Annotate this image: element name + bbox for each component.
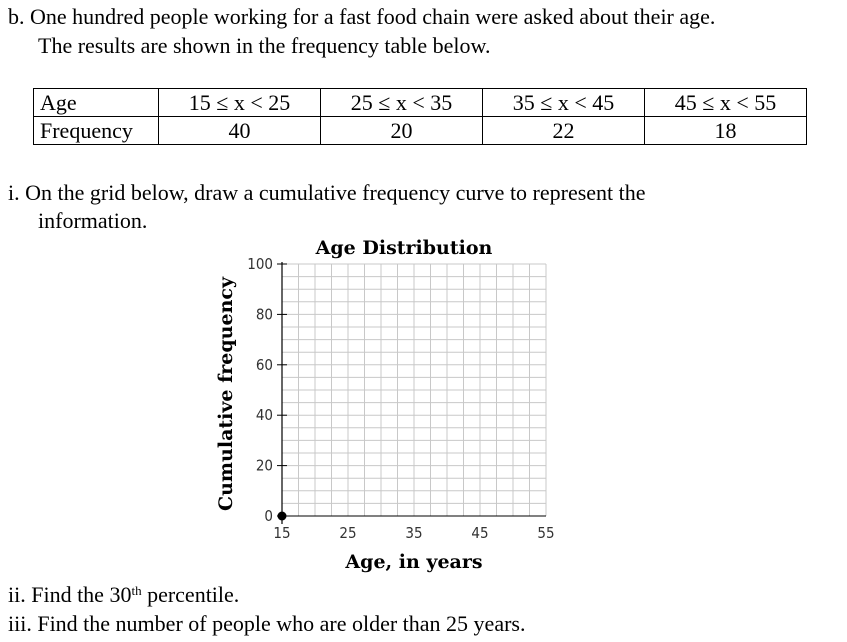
part-b-line-1: b. One hundred people working for a fast food chain were asked about their age. — [8, 4, 716, 29]
chart-grid — [282, 264, 546, 516]
y-axis-label: Cumulative frequency — [215, 276, 237, 512]
data-point — [278, 512, 287, 521]
x-axis-label: Age, in years — [345, 551, 483, 573]
x-tick-label: 25 — [339, 524, 357, 542]
y-tick-label: 40 — [255, 406, 273, 425]
table-row-label: Age — [34, 89, 159, 117]
x-tick-label: 35 — [405, 524, 423, 542]
table-cell-interval: 25 ≤ x < 35 — [321, 89, 483, 117]
question-ii-suffix: percentile. — [141, 582, 240, 607]
x-tick-label: 45 — [471, 524, 489, 542]
chart-title: Age Distribution — [315, 237, 493, 259]
y-tick-label: 60 — [255, 355, 273, 374]
y-tick-label: 0 — [264, 507, 273, 525]
question-ii-prefix: ii. Find the 30 — [8, 582, 132, 607]
table-cell-interval: 45 ≤ x < 55 — [645, 89, 807, 117]
question-i-line-2: information. — [38, 208, 148, 233]
question-i-line-1: i. On the grid below, draw a cumulative frequency curve to represent the — [8, 180, 646, 205]
table-cell-interval: 35 ≤ x < 45 — [483, 89, 645, 117]
table-cell-frequency: 22 — [483, 117, 645, 145]
table-cell-frequency: 40 — [159, 117, 321, 145]
table-cell-frequency: 18 — [645, 117, 807, 145]
x-tick-label: 15 — [273, 524, 291, 542]
y-tick-label: 20 — [255, 456, 273, 475]
y-tick-label: 100 — [247, 255, 273, 273]
chart-points — [278, 512, 287, 521]
table-cell-frequency: 20 — [321, 117, 483, 145]
question-iii: iii. Find the number of people who are older than 25 years. — [8, 611, 526, 636]
part-b-line-2: The results are shown in the frequency table below. — [38, 33, 491, 58]
x-tick-label: 55 — [537, 524, 555, 542]
table-cell-interval: 15 ≤ x < 25 — [159, 89, 321, 117]
chart-ticks — [247, 255, 554, 542]
table-row-label: Frequency — [34, 117, 159, 145]
question-ii-superscript: th — [131, 583, 142, 598]
y-tick-label: 80 — [255, 305, 273, 324]
question-ii — [8, 582, 239, 608]
